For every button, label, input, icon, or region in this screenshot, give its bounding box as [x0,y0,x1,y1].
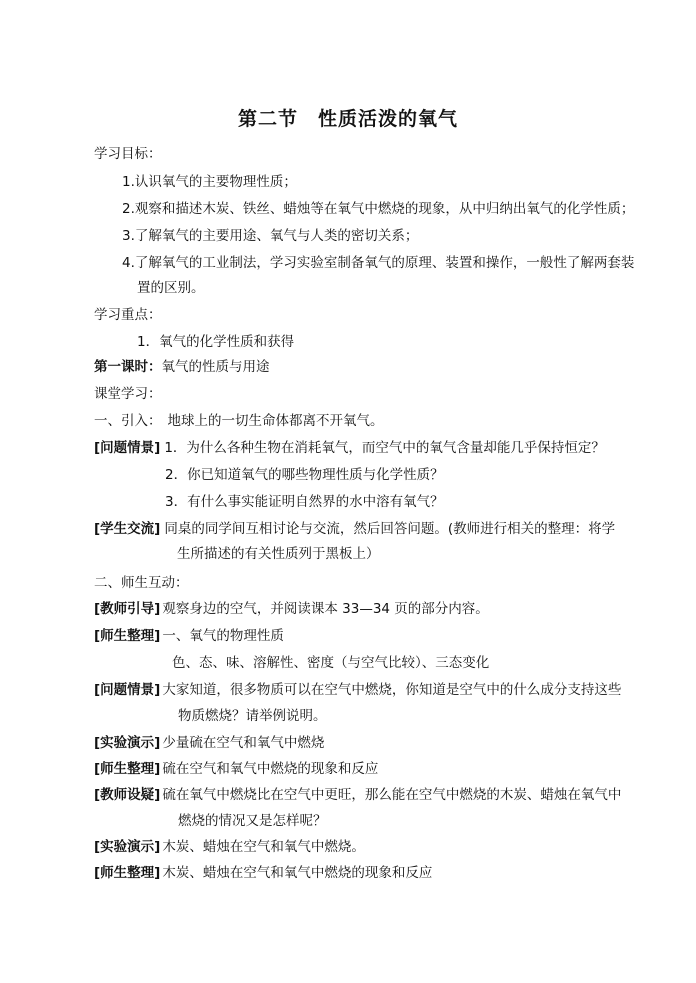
page-title: 第二节 性质活泼的氧气 [237,108,458,130]
student-exchange-line-1 [94,520,615,538]
entry-text: 木炭、蜡烛在空气和氧气中燃烧的现象和反应 [162,865,433,881]
entry-tag: [师生整理] [94,865,161,881]
question-3: 3．有什么事实能证明自然界的水中溶有氧气？ [165,494,444,510]
entry-text: 一、氧气的物理性质 [162,628,284,644]
entry-text: 硫在空气和氧气中燃烧的现象和反应 [162,761,379,777]
entry-tag: [实验演示] [94,735,161,751]
question-1: 1．为什么各种生物在消耗氧气，而空气中的氧气含量却能几乎保持恒定？ [164,440,605,456]
intro-line [94,412,384,430]
objective-item-2: 2.观察和描述木炭、铁丝、蜡烛等在氧气中燃烧的现象，从中归纳出氧气的化学性质； [122,201,635,217]
entry-tag: [问题情景] [94,682,161,698]
student-exchange-tag: [学生交流] [94,521,161,537]
lesson-label: 第一课时： [94,359,162,375]
entry-tag: [师生整理] [94,628,161,644]
entry-organize-3 [94,864,432,882]
classroom-heading: 课堂学习： [94,386,162,402]
question-scene-line-1 [94,439,605,457]
entry-text: 大家知道，很多物质可以在空气中燃烧，你知道是空气中的什么成分支持这些 [162,682,622,698]
entry-experiment-2 [94,838,365,856]
lesson-topic: 氧气的性质与用途 [161,359,270,375]
objective-item-4-cont: 置的区别。 [137,280,205,296]
entry-text: 观察身边的空气，并阅读课本 33—34 页的部分内容。 [162,601,489,617]
student-exchange-text-2: 生所描述的有关性质列于黑板上） [177,546,380,562]
focus-item: 1．氧气的化学性质和获得 [137,334,295,350]
entry-teacher-guide [94,600,489,618]
focus-heading: 学习重点： [94,307,162,323]
entry-teacher-question [94,786,621,804]
lesson-line [94,358,270,376]
entry-question-scene-2-cont: 物质燃烧？请举例说明。 [178,708,327,724]
entry-text: 少量硫在空气和氧气中燃烧 [162,735,325,751]
objective-item-4: 4.了解氧气的工业制法，学习实验室制备氧气的原理、装置和操作，一般性了解两套装 [122,255,635,271]
question-2: 2．你已知道氧气的哪些物理性质与化学性质？ [165,467,444,483]
entry-organize-2 [94,760,378,778]
entry-teacher-question-cont: 燃烧的情况又是怎样呢？ [178,813,327,829]
entry-question-scene-2 [94,681,621,699]
objective-item-1: 1.认识氧气的主要物理性质； [122,174,297,190]
objectives-heading: 学习目标： [94,146,162,162]
question-scene-tag: [问题情景] [94,440,161,456]
interaction-heading: 二、师生互动： [94,575,189,591]
entry-physical-properties: 色、态、味、溶解性、密度（与空气比较）、三态变化 [172,655,490,671]
entry-text: 硫在氧气中燃烧比在空气中更旺，那么能在空气中燃烧的木炭、蜡烛在氧气中 [162,787,622,803]
intro-text: 地球上的一切生命体都离不开氧气。 [167,413,384,429]
student-exchange-text-1: 同桌的同学间互相讨论与交流，然后回答问题。(教师进行相关的整理：将学 [164,521,616,537]
entry-tag: [教师引导] [94,601,161,617]
entry-experiment-1 [94,734,324,752]
intro-heading: 一、引入： [94,413,162,429]
entry-tag: [教师设疑] [94,787,161,803]
objective-item-3: 3.了解氧气的主要用途、氧气与人类的密切关系； [122,228,419,244]
entry-text: 木炭、蜡烛在空气和氧气中燃烧。 [162,839,365,855]
entry-organize-1 [94,627,284,645]
entry-tag: [实验演示] [94,839,161,855]
entry-tag: [师生整理] [94,761,161,777]
